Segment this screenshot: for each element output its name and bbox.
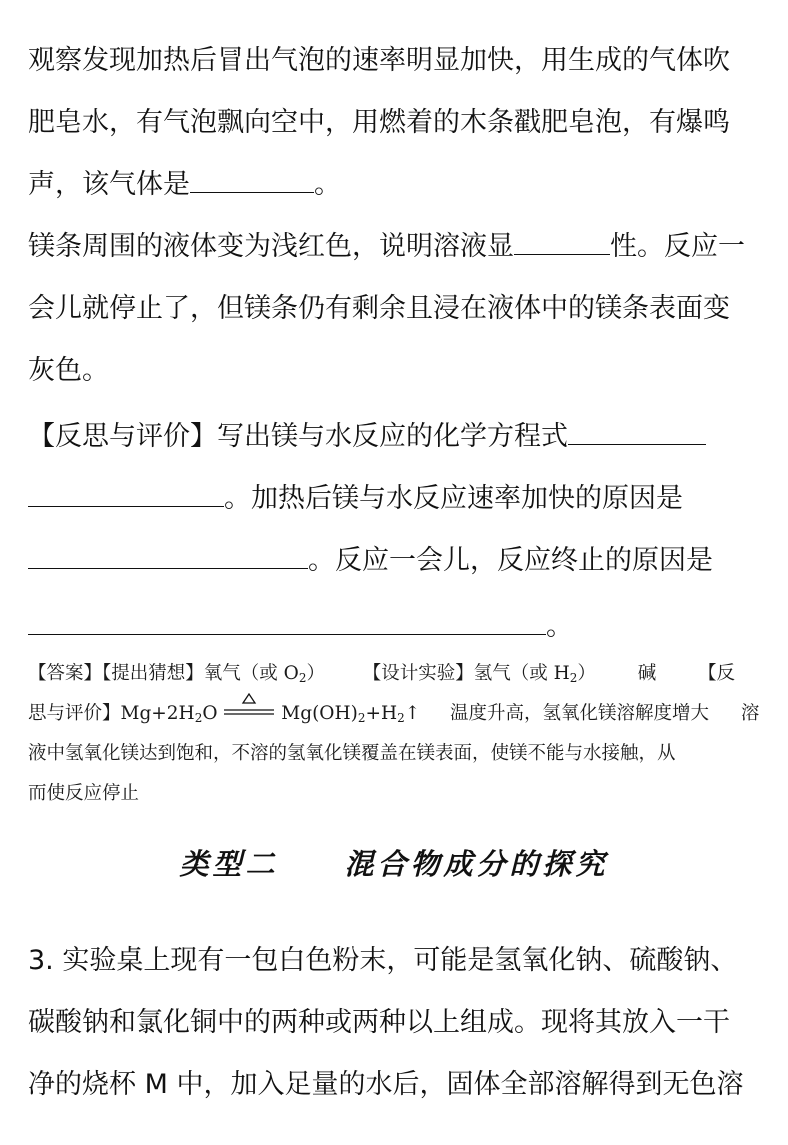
answer-blank xyxy=(514,220,610,255)
text: 溶 xyxy=(740,703,760,724)
text: 【设计实验】氢气（或 H xyxy=(362,663,570,684)
text: 【反 xyxy=(698,663,736,684)
answer-line xyxy=(28,734,763,774)
answer-section xyxy=(28,654,763,814)
answer-line xyxy=(28,694,763,734)
text: 而使反应停止 xyxy=(28,783,140,804)
text-line xyxy=(28,154,768,216)
text-line xyxy=(28,216,768,278)
answer-blank xyxy=(190,158,314,193)
text: ↑ xyxy=(404,703,421,724)
text: 。反应一会儿，反应终止的原因是 xyxy=(308,545,713,576)
section-title: 类型二 混合物成分的探究 xyxy=(179,847,609,881)
answer-line xyxy=(28,774,763,814)
text: 镁条周围的液体变为浅红色，说明溶液显 xyxy=(28,231,514,262)
answer-line xyxy=(28,654,763,694)
text-line xyxy=(28,278,768,340)
text: ） xyxy=(577,663,596,684)
answer-blank xyxy=(28,472,224,507)
text-line xyxy=(28,468,768,530)
text: 肥皂水，有气泡飘向空中，用燃着的木条戳肥皂泡，有爆鸣 xyxy=(28,107,730,138)
text: 【答案】【提出猜想】氧气（或 O xyxy=(28,663,299,684)
text: Mg(OH) xyxy=(281,703,358,724)
text-line xyxy=(28,596,768,658)
text: 性。反应一 xyxy=(610,231,745,262)
subscript: 2 xyxy=(194,711,203,725)
text: 观察发现加热后冒出气泡的速率明显加快，用生成的气体吹 xyxy=(28,45,730,76)
text: 【反思与评价】写出镁与水反应的化学方程式 xyxy=(28,421,568,452)
text: 碱 xyxy=(637,663,657,684)
text-line xyxy=(28,530,768,592)
text: 净的烧杯 M 中，加入足量的水后，固体全部溶解得到无色溶 xyxy=(28,1069,744,1100)
text: 温度升高，氢氧化镁溶解度增大 xyxy=(450,703,710,724)
question-line xyxy=(28,992,768,1054)
subscript: 2 xyxy=(357,711,366,725)
text-line xyxy=(28,92,768,154)
answer-blank xyxy=(28,600,546,635)
text: 碳酸钠和氯化铜中的两种或两种以上组成。现将其放入一干 xyxy=(28,1007,730,1038)
subscript: 2 xyxy=(397,711,405,725)
text: 液中氢氧化镁达到饱和，不溶的氢氧化镁覆盖在镁表面，使镁不能与水接触，从 xyxy=(28,743,676,764)
text: 。 xyxy=(314,169,341,200)
subscript: 2 xyxy=(298,671,307,685)
question-line xyxy=(28,930,768,992)
text: +H xyxy=(365,703,398,724)
text: 。 xyxy=(546,611,573,642)
question-line xyxy=(28,1054,768,1116)
text-line xyxy=(28,30,768,92)
text-line xyxy=(28,406,768,468)
answer-blank xyxy=(568,410,706,445)
text: 灰色。 xyxy=(28,355,109,386)
text: ） xyxy=(306,663,325,684)
text: 思与评价】Mg+2H xyxy=(28,703,195,724)
text: 会儿就停止了，但镁条仍有剩余且浸在液体中的镁条表面变 xyxy=(28,293,730,324)
answer-blank xyxy=(28,534,308,569)
heating-equals-sign-icon xyxy=(223,701,275,721)
subscript: 2 xyxy=(569,671,578,685)
text: O xyxy=(202,703,218,724)
text: 声，该气体是 xyxy=(28,169,190,200)
text: 3. 实验桌上现有一包白色粉末，可能是氢氧化钠、硫酸钠、 xyxy=(28,945,738,976)
text: 。加热后镁与水反应速率加快的原因是 xyxy=(224,483,683,514)
text-line xyxy=(28,340,768,402)
